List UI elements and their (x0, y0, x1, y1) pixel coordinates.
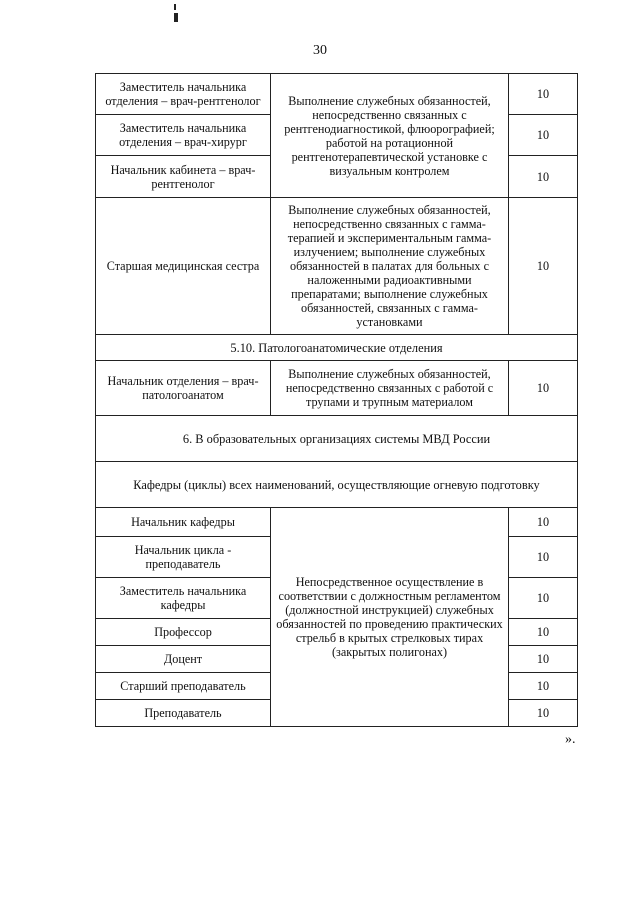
position-cell: Заместитель начальника кафедры (96, 578, 271, 619)
duty-cell: Выполнение служебных обязанностей, непосредственно связанных с рентгенодиагностикой, флюорографией; работой на ротационной рентгенотерапевтической установке с визуальным контролем (271, 74, 509, 198)
duty-cell: Непосредственное осуществление в соответствии с должностным регламентом (должностной инструкцией) служебных обязанностей по проведению практических стрельб в крытых стрелковых тирах (закрытых полигонах) (271, 508, 509, 727)
table-row (96, 508, 578, 537)
table-row (96, 198, 578, 335)
value-cell: 10 (509, 74, 578, 115)
section-heading: 5.10. Патологоанатомические отделения (96, 335, 578, 361)
closing-quote: ». (565, 732, 576, 747)
duty-cell: Выполнение служебных обязанностей, непосредственно связанных с работой с трупами и трупным материалом (271, 361, 509, 416)
position-cell: Начальник цикла - преподаватель (96, 537, 271, 578)
value-cell: 10 (509, 508, 578, 537)
value-cell: 10 (509, 673, 578, 700)
position-cell: Профессор (96, 619, 271, 646)
value-cell: 10 (509, 646, 578, 673)
position-cell: Заместитель начальника отделения – врач-хирург (96, 115, 271, 156)
value-cell: 10 (509, 700, 578, 727)
position-cell: Заместитель начальника отделения – врач-рентгенолог (96, 74, 271, 115)
value-cell: 10 (509, 115, 578, 156)
value-cell: 10 (509, 198, 578, 335)
duty-cell: Выполнение служебных обязанностей, непосредственно связанных с гамма-терапией и экспериментальным гамма-излучением; выполнение служебных обязанностей в палатах для больных с наложенными радиоактивными препаратами; выполнение служебных обязанностей, связанных с гамма-установками (271, 198, 509, 335)
table-row (96, 74, 578, 115)
position-cell: Старшая медицинская сестра (96, 198, 271, 335)
table-row (96, 335, 578, 361)
subsection-heading: Кафедры (циклы) всех наименований, осуществляющие огневую подготовку (96, 462, 578, 508)
position-cell: Преподаватель (96, 700, 271, 727)
table-row (96, 416, 578, 462)
position-cell: Начальник отделения – врач-патологоанатом (96, 361, 271, 416)
value-cell: 10 (509, 361, 578, 416)
value-cell: 10 (509, 537, 578, 578)
value-cell: 10 (509, 578, 578, 619)
table-row (96, 462, 578, 508)
position-cell: Начальник кабинета – врач-рентгенолог (96, 156, 271, 198)
position-cell: Начальник кафедры (96, 508, 271, 537)
value-cell: 10 (509, 619, 578, 646)
page-number: 30 (313, 43, 327, 58)
position-cell: Старший преподаватель (96, 673, 271, 700)
punch-mark (174, 4, 178, 22)
position-cell: Доцент (96, 646, 271, 673)
value-cell: 10 (509, 156, 578, 198)
table-row (96, 361, 578, 416)
duties-table (95, 73, 578, 727)
section-heading: 6. В образовательных организациях системы МВД России (96, 416, 578, 462)
